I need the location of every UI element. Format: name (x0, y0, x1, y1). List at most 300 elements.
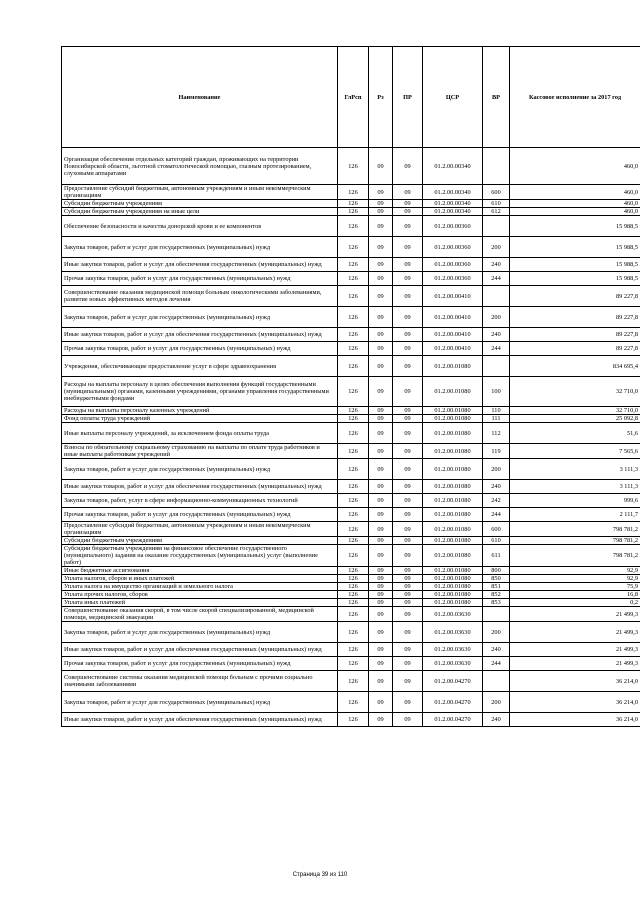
cell-name: Иные закупки товаров, работ и услуг для обеспечения государственных (муниципальных) нужд (62, 643, 338, 657)
cell-glrsp: 126 (338, 671, 369, 692)
cell-pr: 09 (393, 692, 423, 713)
cell-csr: 01.2.00.00410 (423, 342, 483, 356)
cell-pr: 09 (393, 494, 423, 508)
page-number: Страница 39 из 110 (292, 872, 348, 878)
cell-vr: 200 (483, 237, 510, 258)
table-row (62, 342, 640, 356)
cell-csr: 01.2.00.01080 (423, 480, 483, 494)
cell-name: Совершенствование оказания медицинской помощи больным онкологическими заболеваниями, развитие новых эффективных методов лечения (62, 286, 338, 307)
cell-glrsp: 126 (338, 328, 369, 342)
cell-vr: 200 (483, 622, 510, 643)
cell-glrsp: 126 (338, 216, 369, 237)
cell-glrsp: 126 (338, 494, 369, 508)
table-row (62, 599, 640, 607)
cell-pr: 09 (393, 657, 423, 671)
cell-name: Обеспечение безопасности и качества донорской крови и ее компонентов (62, 216, 338, 237)
cell-rz: 09 (369, 185, 393, 200)
cell-amount: 36 214,0 (510, 692, 640, 713)
cell-name: Расходы на выплаты персоналу казенных учреждений (62, 407, 338, 415)
cell-amount: 89 227,8 (510, 342, 640, 356)
cell-rz: 09 (369, 713, 393, 727)
cell-amount: 460,0 (510, 208, 640, 216)
cell-pr: 09 (393, 575, 423, 583)
cell-pr: 09 (393, 713, 423, 727)
cell-rz: 09 (369, 591, 393, 599)
cell-glrsp: 126 (338, 575, 369, 583)
cell-rz: 09 (369, 258, 393, 272)
table-row (62, 216, 640, 237)
cell-name: Уплата налога на имущество организаций и земельного налога (62, 583, 338, 591)
cell-name: Иные закупки товаров, работ и услуг для обеспечения государственных (муниципальных) нужд (62, 258, 338, 272)
cell-csr: 01.2.00.01080 (423, 583, 483, 591)
cell-amount: 16,8 (510, 591, 640, 599)
cell-rz: 09 (369, 237, 393, 258)
cell-name: Прочая закупка товаров, работ и услуг для государственных (муниципальных) нужд (62, 657, 338, 671)
cell-glrsp: 126 (338, 342, 369, 356)
cell-amount: 21 499,3 (510, 643, 640, 657)
cell-vr: 244 (483, 508, 510, 522)
cell-rz: 09 (369, 692, 393, 713)
cell-rz: 09 (369, 643, 393, 657)
cell-vr (483, 356, 510, 377)
cell-rz: 09 (369, 307, 393, 328)
table-row (62, 200, 640, 208)
budget-table (61, 46, 640, 727)
cell-glrsp: 126 (338, 622, 369, 643)
header-row (62, 47, 640, 148)
cell-csr: 01.2.00.01080 (423, 599, 483, 607)
cell-vr: 610 (483, 200, 510, 208)
cell-amount: 3 111,3 (510, 459, 640, 480)
cell-glrsp: 126 (338, 522, 369, 537)
cell-pr: 09 (393, 671, 423, 692)
cell-pr: 09 (393, 537, 423, 545)
table-row (62, 444, 640, 459)
cell-amount: 36 214,0 (510, 671, 640, 692)
cell-amount: 21 499,3 (510, 622, 640, 643)
cell-glrsp: 126 (338, 545, 369, 567)
table-row (62, 622, 640, 643)
cell-glrsp: 126 (338, 692, 369, 713)
table-row (62, 522, 640, 537)
cell-rz: 09 (369, 545, 393, 567)
cell-vr: 200 (483, 307, 510, 328)
cell-vr: 612 (483, 208, 510, 216)
cell-amount: 92,9 (510, 567, 640, 575)
cell-pr: 09 (393, 622, 423, 643)
table-row (62, 643, 640, 657)
cell-glrsp: 126 (338, 607, 369, 622)
header-name: Наименование (62, 47, 338, 148)
cell-glrsp: 126 (338, 567, 369, 575)
cell-vr: 800 (483, 567, 510, 575)
cell-csr: 01.2.00.00360 (423, 237, 483, 258)
cell-amount: 798 781,2 (510, 537, 640, 545)
cell-amount: 798 781,2 (510, 545, 640, 567)
cell-csr: 01.2.00.01080 (423, 377, 483, 407)
cell-rz: 09 (369, 444, 393, 459)
cell-pr: 09 (393, 444, 423, 459)
header-rz: Рз (369, 47, 393, 148)
cell-glrsp: 126 (338, 307, 369, 328)
cell-csr: 01.2.00.01080 (423, 407, 483, 415)
cell-vr: 244 (483, 342, 510, 356)
cell-vr: 240 (483, 328, 510, 342)
cell-name: Учреждения, обеспечивающие предоставление услуг в сфере здравоохранения (62, 356, 338, 377)
cell-amount: 25 092,8 (510, 415, 640, 423)
cell-name: Иные закупки товаров, работ и услуг для обеспечения государственных (муниципальных) нужд (62, 480, 338, 494)
cell-glrsp: 126 (338, 599, 369, 607)
cell-glrsp: 126 (338, 537, 369, 545)
table-row (62, 537, 640, 545)
table-row (62, 258, 640, 272)
cell-glrsp: 126 (338, 583, 369, 591)
table-row (62, 148, 640, 185)
cell-rz: 09 (369, 148, 393, 185)
cell-pr: 09 (393, 258, 423, 272)
cell-vr: 610 (483, 537, 510, 545)
cell-amount: 15 988,5 (510, 258, 640, 272)
cell-pr: 09 (393, 356, 423, 377)
cell-vr: 240 (483, 480, 510, 494)
cell-glrsp: 126 (338, 480, 369, 494)
cell-rz: 09 (369, 342, 393, 356)
cell-name: Иные бюджетные ассигнования (62, 567, 338, 575)
cell-amount: 75,9 (510, 583, 640, 591)
cell-rz: 09 (369, 567, 393, 575)
cell-pr: 09 (393, 508, 423, 522)
table-row (62, 591, 640, 599)
cell-rz: 09 (369, 407, 393, 415)
cell-pr: 09 (393, 407, 423, 415)
cell-glrsp: 126 (338, 657, 369, 671)
cell-name: Уплата иных платежей (62, 599, 338, 607)
cell-vr (483, 148, 510, 185)
cell-glrsp: 126 (338, 643, 369, 657)
table-row (62, 286, 640, 307)
cell-vr: 242 (483, 494, 510, 508)
cell-vr: 112 (483, 423, 510, 444)
table-row (62, 208, 640, 216)
cell-amount: 15 988,5 (510, 272, 640, 286)
cell-vr: 600 (483, 185, 510, 200)
cell-amount: 21 499,3 (510, 657, 640, 671)
cell-csr: 01.2.00.01080 (423, 522, 483, 537)
cell-csr: 01.2.00.00410 (423, 328, 483, 342)
cell-pr: 09 (393, 342, 423, 356)
cell-amount: 460,0 (510, 200, 640, 208)
cell-pr: 09 (393, 591, 423, 599)
cell-vr: 240 (483, 258, 510, 272)
cell-csr: 01.2.00.01080 (423, 423, 483, 444)
cell-glrsp: 126 (338, 148, 369, 185)
cell-pr: 09 (393, 328, 423, 342)
cell-glrsp: 126 (338, 356, 369, 377)
cell-name: Взносы по обязательному социальному страхованию на выплаты по оплате труда работников и иные выплаты работникам учреждений (62, 444, 338, 459)
cell-pr: 09 (393, 307, 423, 328)
cell-rz: 09 (369, 607, 393, 622)
cell-vr: 119 (483, 444, 510, 459)
cell-rz: 09 (369, 328, 393, 342)
cell-name: Фонд оплаты труда учреждений (62, 415, 338, 423)
cell-glrsp: 126 (338, 272, 369, 286)
cell-amount: 51,6 (510, 423, 640, 444)
cell-vr: 600 (483, 522, 510, 537)
cell-pr: 09 (393, 286, 423, 307)
cell-amount: 798 781,2 (510, 522, 640, 537)
cell-name: Закупка товаров, работ, услуг в сфере информационно-коммуникационных технологий (62, 494, 338, 508)
cell-csr: 01.2.00.00360 (423, 272, 483, 286)
cell-pr: 09 (393, 377, 423, 407)
cell-csr: 01.2.00.03630 (423, 643, 483, 657)
cell-csr: 01.2.00.01080 (423, 494, 483, 508)
cell-rz: 09 (369, 537, 393, 545)
cell-glrsp: 126 (338, 208, 369, 216)
cell-csr: 01.2.00.01080 (423, 537, 483, 545)
table-row (62, 508, 640, 522)
cell-rz: 09 (369, 286, 393, 307)
table-row (62, 415, 640, 423)
cell-csr: 01.2.00.03630 (423, 622, 483, 643)
cell-name: Прочая закупка товаров, работ и услуг для государственных (муниципальных) нужд (62, 272, 338, 286)
cell-vr: 244 (483, 657, 510, 671)
cell-pr: 09 (393, 185, 423, 200)
header-pr: ПР (393, 47, 423, 148)
table-row (62, 657, 640, 671)
table-row (62, 480, 640, 494)
cell-vr: 200 (483, 692, 510, 713)
cell-vr: 110 (483, 407, 510, 415)
table-row (62, 328, 640, 342)
table-body (62, 148, 640, 727)
cell-name: Иные закупки товаров, работ и услуг для обеспечения государственных (муниципальных) нужд (62, 328, 338, 342)
cell-csr: 01.2.00.00340 (423, 200, 483, 208)
cell-glrsp: 126 (338, 286, 369, 307)
table-row (62, 567, 640, 575)
cell-csr: 01.2.00.00340 (423, 148, 483, 185)
cell-rz: 09 (369, 459, 393, 480)
cell-csr: 01.2.00.00340 (423, 185, 483, 200)
cell-vr: 200 (483, 459, 510, 480)
cell-rz: 09 (369, 671, 393, 692)
cell-vr: 852 (483, 591, 510, 599)
cell-pr: 09 (393, 643, 423, 657)
header-amount: Кассовое исполнение за 2017 год (510, 47, 640, 148)
cell-vr: 850 (483, 575, 510, 583)
cell-name: Закупка товаров, работ и услуг для государственных (муниципальных) нужд (62, 237, 338, 258)
table-row (62, 423, 640, 444)
cell-amount: 36 214,0 (510, 713, 640, 727)
cell-amount: 3 111,3 (510, 480, 640, 494)
cell-name: Закупка товаров, работ и услуг для государственных (муниципальных) нужд (62, 692, 338, 713)
cell-amount: 32 710,0 (510, 377, 640, 407)
cell-glrsp: 126 (338, 185, 369, 200)
cell-glrsp: 126 (338, 508, 369, 522)
budget-table-container (61, 46, 640, 727)
cell-rz: 09 (369, 200, 393, 208)
cell-csr: 01.2.00.01080 (423, 575, 483, 583)
header-vr: ВР (483, 47, 510, 148)
cell-name: Закупка товаров, работ и услуг для государственных (муниципальных) нужд (62, 307, 338, 328)
cell-vr: 100 (483, 377, 510, 407)
table-row (62, 459, 640, 480)
cell-glrsp: 126 (338, 591, 369, 599)
cell-vr: 853 (483, 599, 510, 607)
cell-pr: 09 (393, 423, 423, 444)
cell-glrsp: 126 (338, 237, 369, 258)
cell-name: Субсидии бюджетным учреждениям на иные цели (62, 208, 338, 216)
cell-vr: 851 (483, 583, 510, 591)
cell-vr: 111 (483, 415, 510, 423)
cell-csr: 01.2.00.01080 (423, 356, 483, 377)
cell-pr: 09 (393, 415, 423, 423)
cell-rz: 09 (369, 208, 393, 216)
cell-csr: 01.2.00.01080 (423, 567, 483, 575)
cell-csr: 01.2.00.03630 (423, 657, 483, 671)
cell-glrsp: 126 (338, 258, 369, 272)
cell-vr (483, 286, 510, 307)
cell-name: Совершенствование системы оказания медицинской помощи больным с прочими социально значимыми заболеваниями (62, 671, 338, 692)
cell-rz: 09 (369, 583, 393, 591)
cell-csr: 01.2.00.00410 (423, 307, 483, 328)
cell-amount: 15 988,5 (510, 216, 640, 237)
cell-vr (483, 216, 510, 237)
header-glrsp: ГлРсп (338, 47, 369, 148)
cell-name: Предоставление субсидий бюджетным, автономным учреждениям и иным некоммерческим организациям (62, 522, 338, 537)
cell-vr: 240 (483, 713, 510, 727)
cell-name: Предоставление субсидий бюджетным, автономным учреждениям и иным некоммерческим организациям (62, 185, 338, 200)
table-row (62, 713, 640, 727)
table-row (62, 607, 640, 622)
table-row (62, 583, 640, 591)
cell-amount: 834 695,4 (510, 356, 640, 377)
cell-amount: 89 227,8 (510, 328, 640, 342)
cell-rz: 09 (369, 575, 393, 583)
cell-glrsp: 126 (338, 423, 369, 444)
cell-glrsp: 126 (338, 200, 369, 208)
table-row (62, 692, 640, 713)
cell-name: Организация обеспечения отдельных категорий граждан, проживающих на территории Новосибирской области, льготной стоматологической помощью, глазным протезированием, слуховыми аппаратами (62, 148, 338, 185)
cell-csr: 01.2.00.00360 (423, 258, 483, 272)
cell-rz: 09 (369, 216, 393, 237)
cell-name: Уплата прочих налогов, сборов (62, 591, 338, 599)
cell-pr: 09 (393, 583, 423, 591)
cell-glrsp: 126 (338, 713, 369, 727)
cell-csr: 01.2.00.03630 (423, 607, 483, 622)
table-row (62, 545, 640, 567)
cell-rz: 09 (369, 272, 393, 286)
cell-name: Иные выплаты персоналу учреждений, за исключением фонда оплаты труда (62, 423, 338, 444)
cell-name: Уплата налогов, сборов и иных платежей (62, 575, 338, 583)
cell-name: Закупка товаров, работ и услуг для государственных (муниципальных) нужд (62, 622, 338, 643)
cell-vr (483, 607, 510, 622)
header-csr: ЦСР (423, 47, 483, 148)
cell-pr: 09 (393, 567, 423, 575)
cell-name: Закупка товаров, работ и услуг для государственных (муниципальных) нужд (62, 459, 338, 480)
cell-rz: 09 (369, 599, 393, 607)
cell-csr: 01.2.00.01080 (423, 545, 483, 567)
table-row (62, 671, 640, 692)
cell-vr: 240 (483, 643, 510, 657)
cell-name: Иные закупки товаров, работ и услуг для обеспечения государственных (муниципальных) нужд (62, 713, 338, 727)
table-row (62, 407, 640, 415)
cell-rz: 09 (369, 423, 393, 444)
cell-rz: 09 (369, 494, 393, 508)
cell-pr: 09 (393, 216, 423, 237)
cell-csr: 01.2.00.01080 (423, 459, 483, 480)
cell-amount: 0,2 (510, 599, 640, 607)
cell-csr: 01.2.00.04270 (423, 671, 483, 692)
table-row (62, 377, 640, 407)
cell-rz: 09 (369, 415, 393, 423)
cell-pr: 09 (393, 522, 423, 537)
cell-amount: 32 710,0 (510, 407, 640, 415)
cell-name: Совершенствование оказания скорой, в том числе скорой специализированной, медицинской помощи, медицинской эвакуации (62, 607, 338, 622)
table-row (62, 185, 640, 200)
cell-csr: 01.2.00.00410 (423, 286, 483, 307)
cell-pr: 09 (393, 607, 423, 622)
cell-rz: 09 (369, 377, 393, 407)
table-row (62, 272, 640, 286)
table-header (62, 47, 640, 148)
cell-name: Прочая закупка товаров, работ и услуг для государственных (муниципальных) нужд (62, 342, 338, 356)
table-row (62, 575, 640, 583)
cell-pr: 09 (393, 599, 423, 607)
cell-amount: 999,6 (510, 494, 640, 508)
cell-amount: 89 227,8 (510, 286, 640, 307)
table-row (62, 237, 640, 258)
cell-pr: 09 (393, 237, 423, 258)
cell-name: Субсидии бюджетным учреждениям на финансовое обеспечение государственного (муниципального) задания на оказание государственных (муниципальных) услуг (выполнение работ) (62, 545, 338, 567)
table-row (62, 307, 640, 328)
cell-rz: 09 (369, 657, 393, 671)
cell-vr: 244 (483, 272, 510, 286)
cell-glrsp: 126 (338, 415, 369, 423)
cell-name: Прочая закупка товаров, работ и услуг для государственных (муниципальных) нужд (62, 508, 338, 522)
cell-csr: 01.2.00.04270 (423, 713, 483, 727)
cell-rz: 09 (369, 480, 393, 494)
cell-amount: 7 565,6 (510, 444, 640, 459)
cell-csr: 01.2.00.01080 (423, 508, 483, 522)
cell-amount: 460,0 (510, 148, 640, 185)
cell-rz: 09 (369, 356, 393, 377)
cell-amount: 89 227,8 (510, 307, 640, 328)
table-row (62, 356, 640, 377)
cell-pr: 09 (393, 480, 423, 494)
cell-amount: 15 988,5 (510, 237, 640, 258)
cell-csr: 01.2.00.00340 (423, 208, 483, 216)
cell-csr: 01.2.00.01080 (423, 444, 483, 459)
cell-glrsp: 126 (338, 444, 369, 459)
cell-pr: 09 (393, 459, 423, 480)
cell-pr: 09 (393, 148, 423, 185)
cell-csr: 01.2.00.01080 (423, 415, 483, 423)
cell-pr: 09 (393, 208, 423, 216)
cell-name: Расходы на выплаты персоналу в целях обеспечения выполнения функций государственными (муниципальными) органами, казенными учреждениями, органами управления государственными внебюджетными фондами (62, 377, 338, 407)
cell-csr: 01.2.00.01080 (423, 591, 483, 599)
cell-vr: 611 (483, 545, 510, 567)
cell-amount: 21 499,3 (510, 607, 640, 622)
cell-csr: 01.2.00.04270 (423, 692, 483, 713)
cell-glrsp: 126 (338, 377, 369, 407)
cell-glrsp: 126 (338, 459, 369, 480)
cell-rz: 09 (369, 622, 393, 643)
cell-rz: 09 (369, 508, 393, 522)
cell-pr: 09 (393, 545, 423, 567)
table-row (62, 494, 640, 508)
cell-rz: 09 (369, 522, 393, 537)
cell-name: Субсидии бюджетным учреждениям (62, 200, 338, 208)
